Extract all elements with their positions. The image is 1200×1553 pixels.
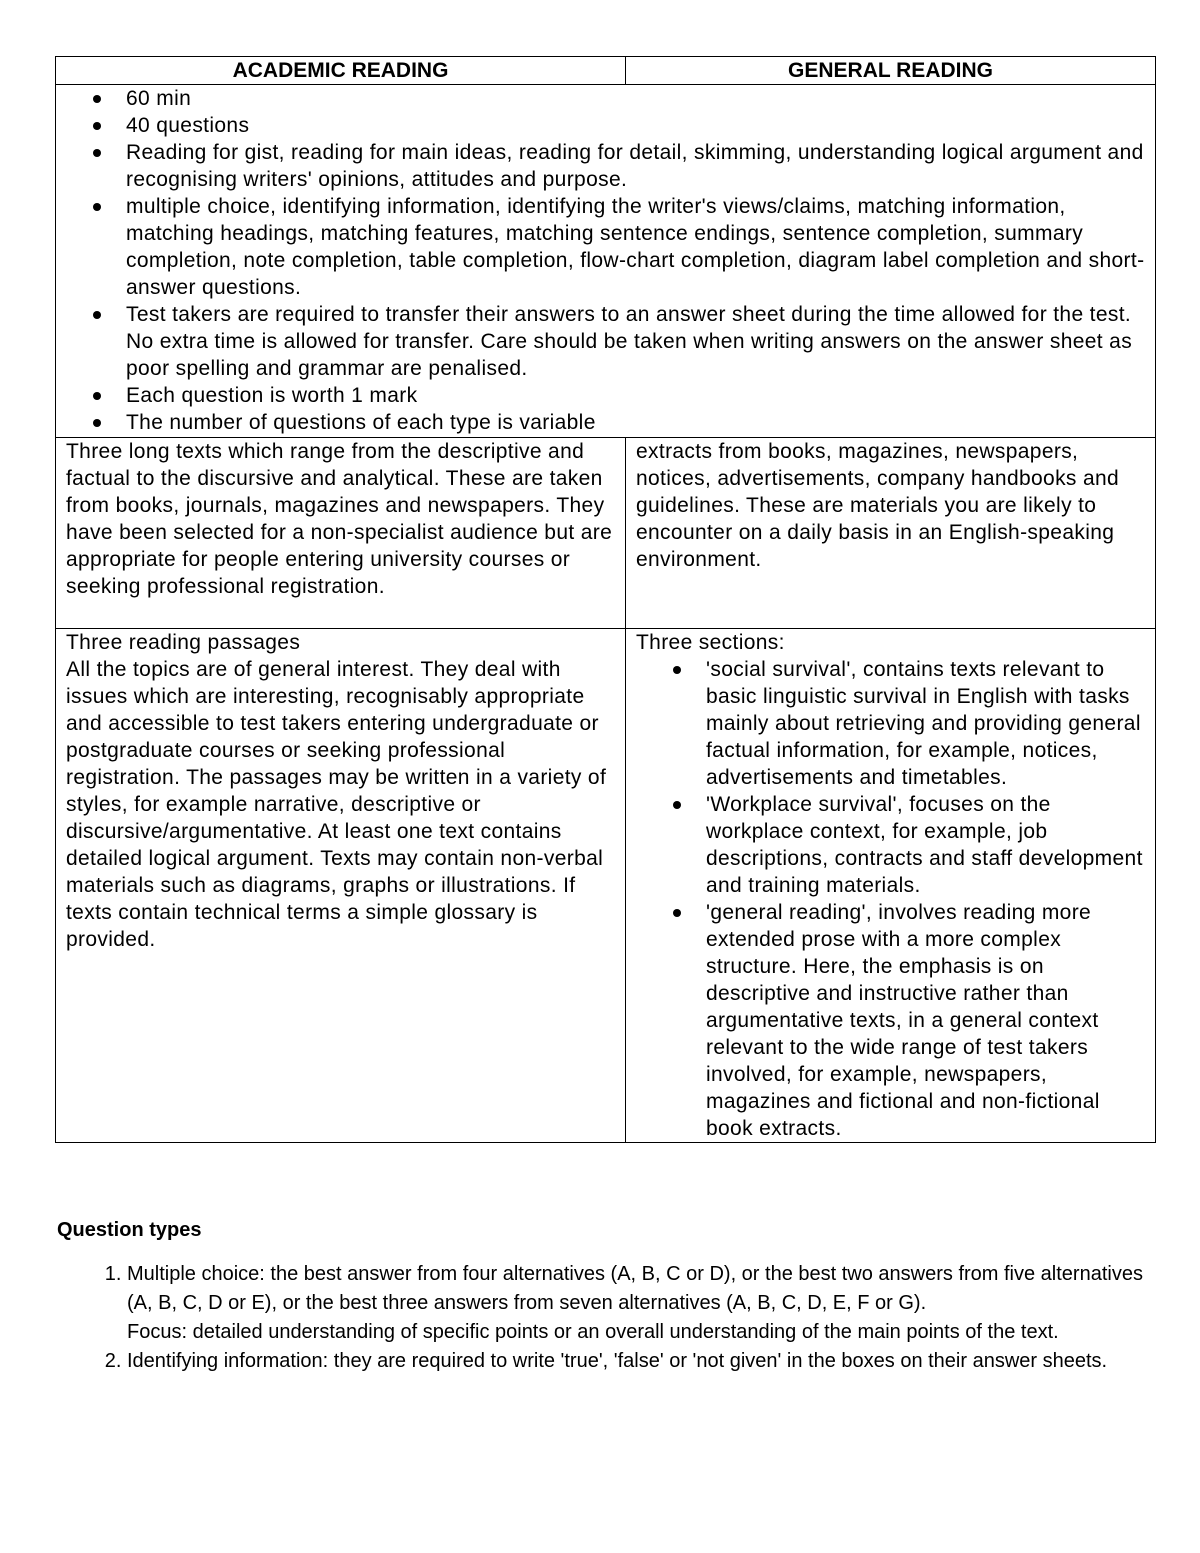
- general-sections-list: [636, 656, 1155, 1142]
- list-item: 60 min: [126, 85, 1155, 112]
- academic-texts-cell: Three long texts which range from the descriptive and factual to the discursive and analytical. These are taken from books, journals, magazines and newspapers. They have been selected for a non-specialist audience but are appropriate for people entering university courses or seeking professional registration.: [56, 438, 626, 629]
- general-sections-title: Three sections:: [636, 631, 785, 654]
- academic-reading-header: ACADEMIC READING: [56, 57, 626, 85]
- list-item: 'social survival', contains texts relevant to basic linguistic survival in English with tasks mainly about retrieving and providing general factual information, for example, notices, advertisements and timetables.: [706, 656, 1155, 791]
- header-row: [56, 57, 1156, 85]
- question-types-list: [57, 1260, 1147, 1376]
- reading-comparison-table: [55, 56, 1156, 1143]
- list-item: [127, 1260, 1147, 1347]
- list-item: 'Workplace survival', focuses on the workplace context, for example, job descriptions, contracts and staff development and training materials.: [706, 791, 1155, 899]
- list-item: Each question is worth 1 mark: [126, 382, 1155, 409]
- question-type-text: Multiple choice: the best answer from four alternatives (A, B, C or D), or the best two answers from five alternatives (A, B, C, D or E), or the best three answers from seven alternatives (A, B, C, D, E, F or G).: [127, 1263, 1143, 1314]
- general-reading-header: GENERAL READING: [626, 57, 1156, 85]
- question-type-text: Identifying information: they are required to write 'true', 'false' or 'not given' in the boxes on their answer sheets.: [127, 1350, 1108, 1372]
- question-type-focus: Focus: detailed understanding of specific points or an overall understanding of the main points of the text.: [127, 1321, 1059, 1343]
- list-item: multiple choice, identifying information, identifying the writer's views/claims, matching information, matching headings, matching features, matching sentence endings, sentence completion, summary completion, note completion, table completion, flow-chart completion, diagram label completion and short-answer questions.: [126, 193, 1155, 301]
- common-row: [56, 85, 1156, 438]
- common-cell: [56, 85, 1156, 438]
- academic-passages-cell: [56, 629, 626, 1143]
- list-item: 'general reading', involves reading more extended prose with a more complex structure. Here, the emphasis is on descriptive and instructive rather than argumentative texts, in a general context relevant to the wide range of test takers involved, for example, newspapers, magazines and fictional and non-fictional book extracts.: [706, 899, 1155, 1142]
- question-types-heading: Question types: [57, 1219, 202, 1241]
- general-texts-cell: extracts from books, magazines, newspapers, notices, advertisements, company handbooks and guidelines. These are materials you are likely to encounter on a daily basis in an English-speaking environment.: [626, 438, 1156, 629]
- list-item: [127, 1347, 1147, 1376]
- academic-passages-title: Three reading passages: [66, 631, 301, 654]
- list-item: The number of questions of each type is variable: [126, 409, 1155, 436]
- list-item: 40 questions: [126, 112, 1155, 139]
- academic-passages-body: All the topics are of general interest. They deal with issues which are interesting, recognisably appropriate and accessible to test takers entering undergraduate or postgraduate courses or seeking professional registration. The passages may be written in a variety of styles, for example narrative, descriptive or discursive/argumentative. At least one text contains detailed logical argument. Texts may contain non-verbal materials such as diagrams, graphs or illustrations. If texts contain technical terms a simple glossary is provided.: [66, 658, 607, 951]
- question-types-section: [57, 1216, 1147, 1376]
- general-sections-cell: [626, 629, 1156, 1143]
- texts-row: [56, 438, 1156, 629]
- list-item: Test takers are required to transfer their answers to an answer sheet during the time allowed for the test. No extra time is allowed for transfer. Care should be taken when writing answers on the answer sheet as poor spelling and grammar are penalised.: [126, 301, 1155, 382]
- passages-row: [56, 629, 1156, 1143]
- common-bullet-list: [56, 85, 1155, 436]
- list-item: Reading for gist, reading for main ideas, reading for detail, skimming, understanding logical argument and recognising writers' opinions, attitudes and purpose.: [126, 139, 1155, 193]
